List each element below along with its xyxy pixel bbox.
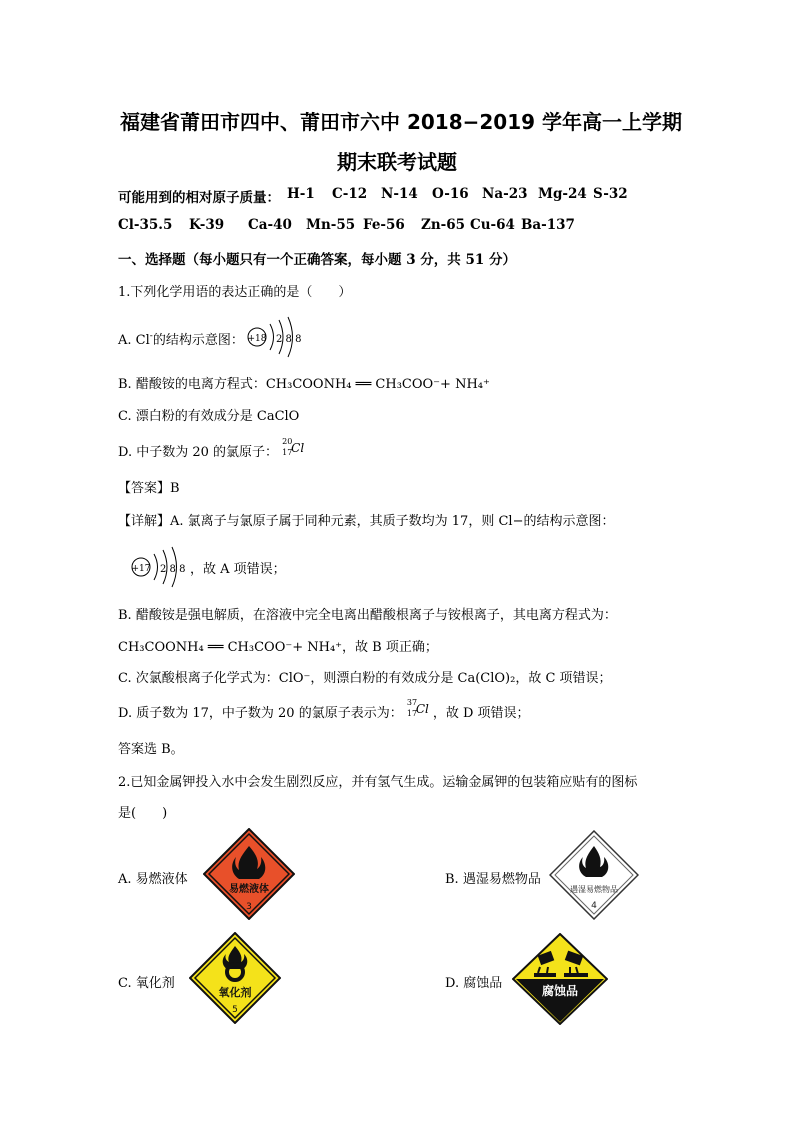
svg-text:5: 5 bbox=[232, 1005, 238, 1015]
q2-option-d: D. 腐蚀品 bbox=[445, 976, 503, 991]
mass-item: Ca-40 bbox=[248, 217, 292, 233]
oxidizer-sign bbox=[189, 932, 281, 1024]
svg-text:腐蚀品: 腐蚀品 bbox=[541, 984, 579, 998]
q1-option-c: C. 漂白粉的有效成分是 CaClO bbox=[118, 409, 300, 424]
svg-text:氧化剂: 氧化剂 bbox=[218, 986, 252, 999]
q2-option-b: B. 遇湿易燃物品 bbox=[445, 872, 541, 887]
mass-item: Fe-56 bbox=[363, 217, 405, 233]
mass-item: N-14 bbox=[381, 186, 418, 202]
mass-item: K-39 bbox=[189, 217, 225, 233]
q1-explanation-c: C. 次氯酸根离子化学式为：ClO⁻，则漂白粉的有效成分是 Ca(ClO)₂，故 C 项错误； bbox=[118, 671, 612, 686]
q1-explanation-b2: CH₃COONH₄ ══ CH₃COO⁻+ NH₄⁺，故 B 项正确； bbox=[118, 640, 438, 655]
mass-item: Ba-137 bbox=[521, 217, 575, 233]
q2-option-c: C. 氧化剂 bbox=[118, 976, 175, 991]
atom-structure-diagram bbox=[244, 312, 304, 358]
svg-text:易燃液体: 易燃液体 bbox=[229, 884, 269, 895]
mass-item: Mn-55 bbox=[306, 217, 356, 233]
atom-structure-diagram-explanation bbox=[128, 542, 188, 588]
shell-electrons: 2 8 8 bbox=[160, 564, 186, 575]
title-line-2: 期末联考试题 bbox=[337, 150, 457, 174]
q1-explanation-b1: B. 醋酸铵是强电解质，在溶液中完全电离出醋酸根离子与铵根离子，其电离方程式为： bbox=[118, 608, 617, 623]
section-heading: 一、选择题（每小题只有一个正确答案，每小题 3 分，共 51 分） bbox=[118, 252, 516, 268]
mass-item: Cl-35.5 bbox=[118, 217, 173, 233]
q1-option-a: A. Cl-的结构示意图： bbox=[118, 331, 244, 348]
mass-item: Cu-64 bbox=[470, 217, 515, 233]
flammable-liquid-sign bbox=[203, 828, 295, 920]
shell-electrons: 2 8 8 bbox=[276, 334, 302, 345]
q1-explanation-d: D. 质子数为 17，中子数为 20 的氯原子表示为： 37 17 Cl ，故 D 项错误； bbox=[118, 698, 530, 721]
svg-text:遇湿易燃物品: 遇湿易燃物品 bbox=[570, 885, 618, 894]
q2-option-a: A. 易燃液体 bbox=[118, 872, 188, 887]
title-line-1: 福建省莆田市四中、莆田市六中 2018−2019 学年高一上学期 bbox=[120, 110, 683, 134]
corrosive-sign bbox=[512, 933, 608, 1025]
isotope-notation: 20 17 Cl bbox=[282, 437, 305, 457]
mass-item: Zn-65 bbox=[421, 217, 466, 233]
nucleus-charge: +18 bbox=[247, 334, 267, 344]
mass-item: Na-23 bbox=[482, 186, 528, 202]
q1-option-d: D. 中子数为 20 的氯原子： 20 17 Cl bbox=[118, 441, 308, 460]
dangerous-when-wet-sign bbox=[549, 830, 639, 920]
nucleus-charge: +17 bbox=[131, 564, 151, 574]
mass-item: H-1 bbox=[287, 186, 315, 202]
q1-option-b: B. 醋酸铵的电离方程式：CH₃COONH₄ ══ CH₃COO⁻+ NH₄⁺ bbox=[118, 377, 490, 392]
q2-stem-line1: 2.已知金属钾投入水中会发生剧烈反应，并有氢气生成。运输金属钾的包装箱应贴有的图标 bbox=[118, 775, 638, 790]
q1-explanation-a-tail: ，故 A 项错误； bbox=[190, 562, 286, 577]
mass-item: C-12 bbox=[332, 186, 368, 202]
q2-stem-line2: 是( ) bbox=[118, 806, 168, 821]
mass-item: O-16 bbox=[432, 186, 469, 202]
mass-item: S-32 bbox=[593, 186, 628, 202]
q1-final-answer: 答案选 B。 bbox=[118, 742, 184, 757]
q1-stem: 1.下列化学用语的表达正确的是（ ） bbox=[118, 285, 352, 300]
svg-text:4: 4 bbox=[591, 901, 597, 911]
q1-explanation-a: 【详解】A. 氯离子与氯原子属于同种元素，其质子数均为 17，则 Cl−的结构示意图： bbox=[118, 514, 615, 529]
svg-text:3: 3 bbox=[246, 902, 252, 912]
isotope-notation: 37 17 Cl bbox=[406, 698, 429, 718]
atomic-mass-label: 可能用到的相对原子质量： bbox=[118, 190, 280, 206]
q1-answer: 【答案】B bbox=[118, 481, 180, 496]
mass-item: Mg-24 bbox=[538, 186, 587, 202]
